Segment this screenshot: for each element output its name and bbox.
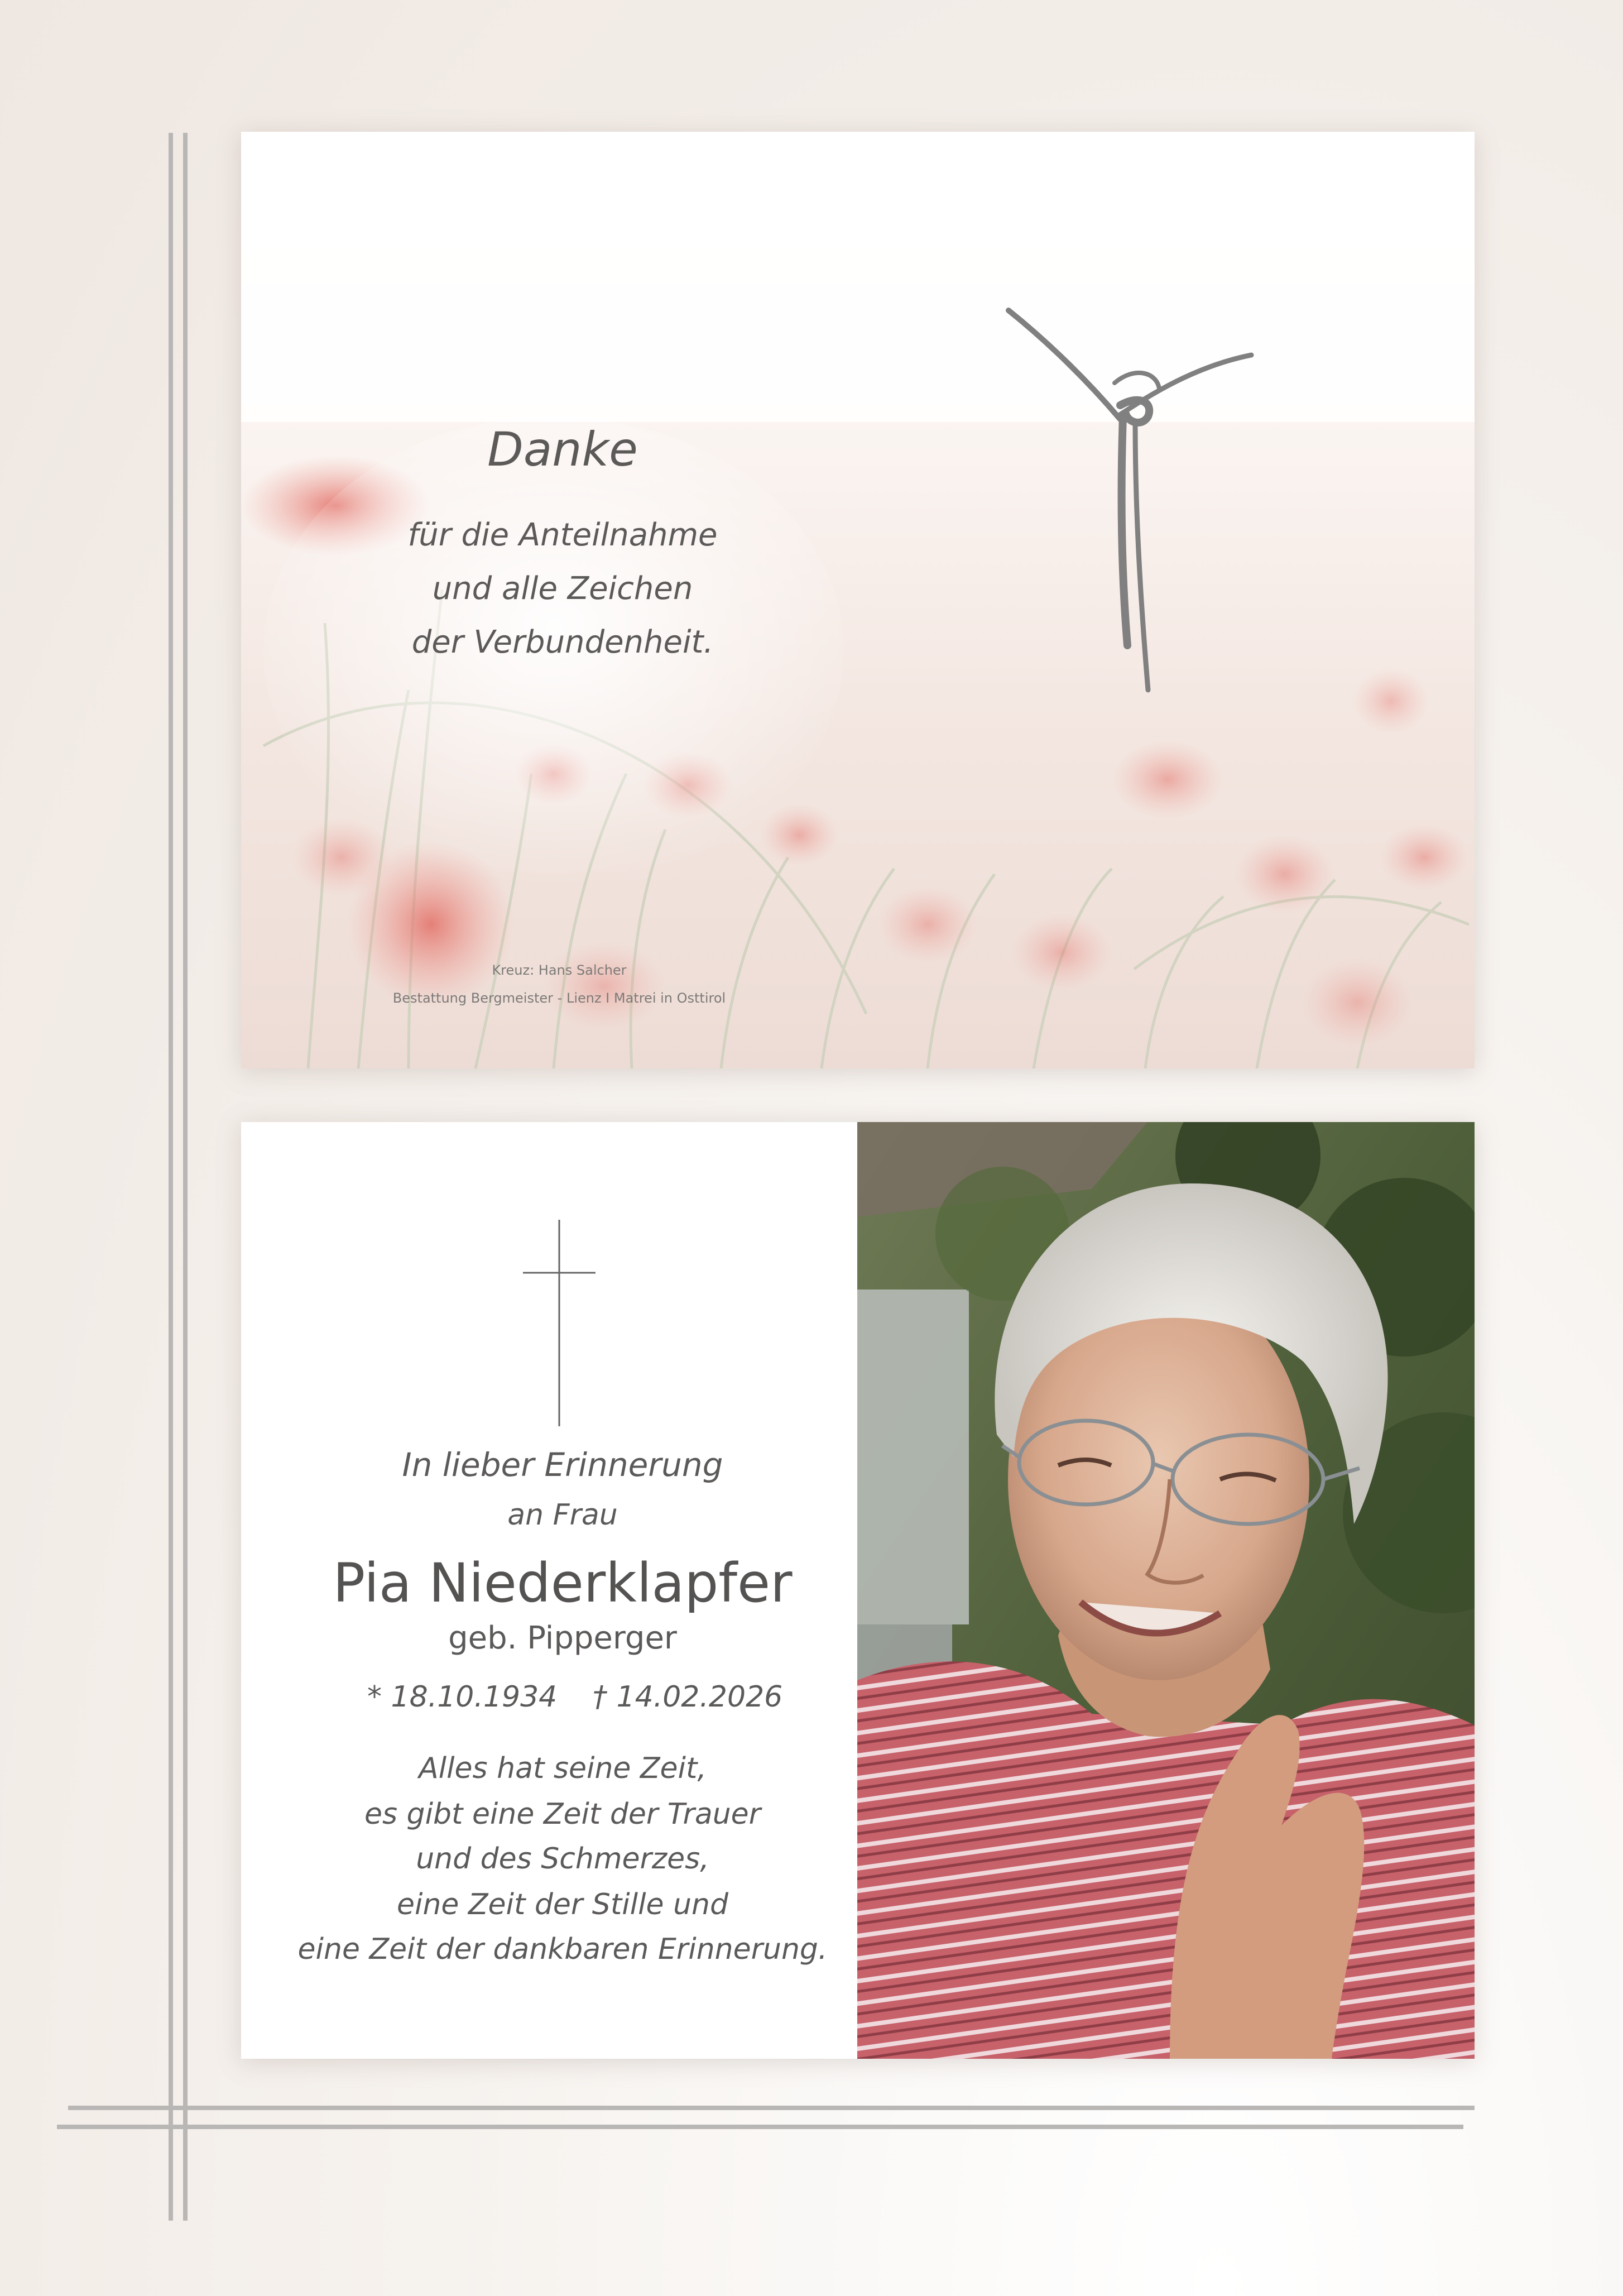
cross-credit: Kreuz: Hans Salcher bbox=[492, 962, 627, 978]
frame-line-vertical-1 bbox=[169, 133, 173, 2221]
deceased-name: Pia Niederklapfer bbox=[333, 1552, 793, 1614]
verse-line-4: eine Zeit der Stille und bbox=[397, 1888, 728, 1921]
funeral-home-credit: Bestattung Bergmeister - Lienz I Matrei in Osttirol bbox=[392, 990, 726, 1006]
frame-line-horizontal-2 bbox=[57, 2125, 1463, 2129]
frame-line-horizontal-1 bbox=[68, 2106, 1475, 2110]
verse-line-2: es gibt eine Zeit der Trauer bbox=[364, 1798, 761, 1831]
memorial-intro-line-2: an Frau bbox=[507, 1498, 618, 1532]
maiden-name: geb. Pipperger bbox=[448, 1620, 677, 1656]
thanks-line-2: und alle Zeichen bbox=[432, 571, 693, 607]
thanks-line-3: der Verbundenheit. bbox=[411, 624, 714, 660]
memorial-card bbox=[241, 1122, 1475, 2059]
memorial-intro-line-1: In lieber Erinnerung bbox=[402, 1446, 723, 1484]
frame-line-vertical-2 bbox=[183, 133, 188, 2221]
verse-line-5: eine Zeit der dankbaren Erinnerung. bbox=[297, 1933, 828, 1966]
portrait-photo bbox=[857, 1122, 1475, 2059]
verse-line-3: und des Schmerzes, bbox=[416, 1842, 709, 1876]
stylized-crucifix-icon bbox=[1006, 299, 1257, 701]
thanks-line-1: für die Anteilnahme bbox=[407, 517, 718, 553]
birth-date: * 18.10.1934 bbox=[367, 1680, 558, 1714]
verse-line-1: Alles hat seine Zeit, bbox=[419, 1752, 707, 1785]
thanks-card bbox=[241, 132, 1475, 1068]
thin-cross-icon bbox=[520, 1217, 598, 1429]
thanks-heading: Danke bbox=[487, 422, 638, 477]
death-date: † 14.02.2026 bbox=[593, 1680, 783, 1714]
poppy-meadow-background bbox=[241, 132, 1475, 1068]
